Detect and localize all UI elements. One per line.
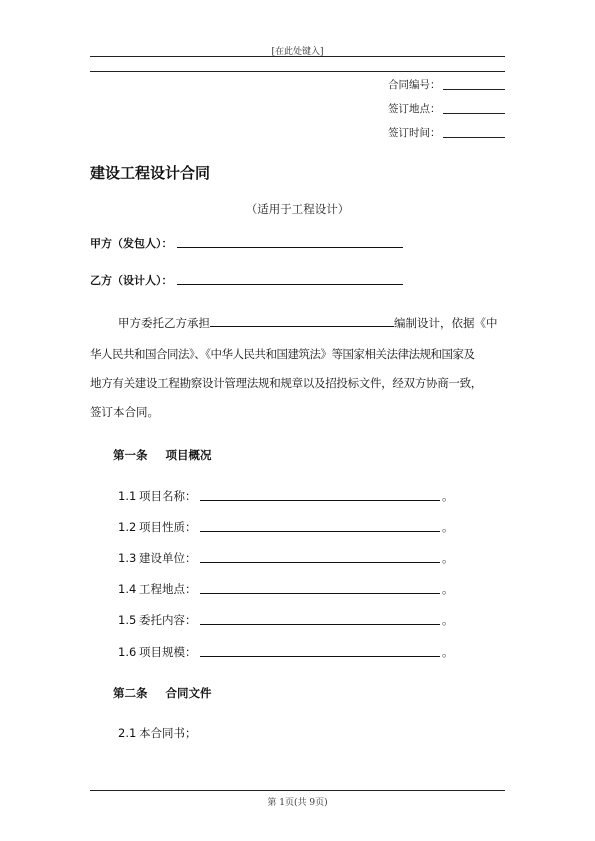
project-nature-blank[interactable] <box>200 531 440 532</box>
document-subtitle: （适用于工程设计） <box>245 202 350 216</box>
contract-number-field <box>388 78 506 92</box>
intro-project-blank[interactable] <box>210 313 394 327</box>
intro-line-1-before: 甲方委托乙方承担 <box>118 316 210 330</box>
article-1-item <box>118 612 458 628</box>
article-2-heading <box>113 685 212 701</box>
sign-time-field <box>388 126 506 140</box>
item-label: 项目名称： <box>139 489 197 503</box>
article-1-item <box>118 644 458 660</box>
item-end-mark: 。 <box>442 645 454 659</box>
article-1-number: 第一条 <box>113 448 148 462</box>
contract-number-label: 合同编号： <box>388 79 441 91</box>
article-1-item <box>118 581 458 597</box>
contract-number-blank[interactable] <box>443 89 505 90</box>
sign-time-blank[interactable] <box>443 137 505 138</box>
sign-time-label: 签订时间： <box>388 127 441 139</box>
article-2-title: 合同文件 <box>165 686 212 700</box>
article-1-heading <box>113 447 212 463</box>
article-1-item <box>118 519 458 535</box>
party-b-label: 乙方（设计人）： <box>90 274 173 287</box>
page-header-text: [在此处键入] <box>271 47 324 57</box>
item-end-mark: 。 <box>442 489 454 503</box>
item-number: 1.5 <box>118 613 137 627</box>
header-rule <box>90 56 505 57</box>
item-label: 项目性质： <box>139 520 197 534</box>
intro-line-3: 地方有关建设工程勘察设计管理法规和规章以及招投标文件，经双方协商一致， <box>90 376 482 390</box>
project-name-blank[interactable] <box>200 500 440 501</box>
document-title: 建设工程设计合同 <box>90 164 211 182</box>
sign-place-blank[interactable] <box>443 113 505 114</box>
intro-line-1-after: 编制设计，依据《中 <box>394 316 498 330</box>
article-2-number: 第二条 <box>113 686 148 700</box>
item-end-mark: 。 <box>442 582 454 596</box>
header-rule-secondary <box>90 71 505 72</box>
item-number: 1.2 <box>118 520 137 534</box>
party-a-blank[interactable] <box>177 247 403 248</box>
page-number: 第 1页(共 9页) <box>267 798 328 808</box>
construction-unit-blank[interactable] <box>200 562 440 563</box>
intro-line-4: 签订本合同。 <box>90 405 159 419</box>
item-number: 1.6 <box>118 645 137 659</box>
item-end-mark: 。 <box>442 551 454 565</box>
item-end-mark: 。 <box>442 520 454 534</box>
item-end-mark: 。 <box>442 613 454 627</box>
item-label: 建设单位： <box>139 551 197 565</box>
article-1-title: 项目概况 <box>165 448 212 462</box>
item-label: 项目规模： <box>139 645 197 659</box>
item-label: 工程地点： <box>139 582 197 596</box>
article-1-item <box>118 488 458 504</box>
item-number: 1.1 <box>118 489 137 503</box>
item-number: 1.4 <box>118 582 137 596</box>
item-number: 1.3 <box>118 551 137 565</box>
sign-place-label: 签订地点： <box>388 103 441 115</box>
intro-line-1 <box>90 313 506 331</box>
footer-rule <box>90 790 505 791</box>
commission-content-blank[interactable] <box>200 624 440 625</box>
item-label: 本合同书； <box>139 726 197 740</box>
party-b-blank[interactable] <box>177 284 403 285</box>
item-number: 2.1 <box>118 726 137 740</box>
intro-line-2: 华人民共和国合同法》、《中华人民共和国建筑法》等国家相关法律法规和国家及 <box>90 347 475 361</box>
project-location-blank[interactable] <box>200 593 440 594</box>
article-1-item <box>118 550 458 566</box>
party-a-label: 甲方（发包人）： <box>90 237 173 250</box>
article-2-item <box>118 725 458 741</box>
project-scale-blank[interactable] <box>200 656 440 657</box>
sign-place-field <box>388 102 506 116</box>
item-label: 委托内容： <box>139 613 197 627</box>
